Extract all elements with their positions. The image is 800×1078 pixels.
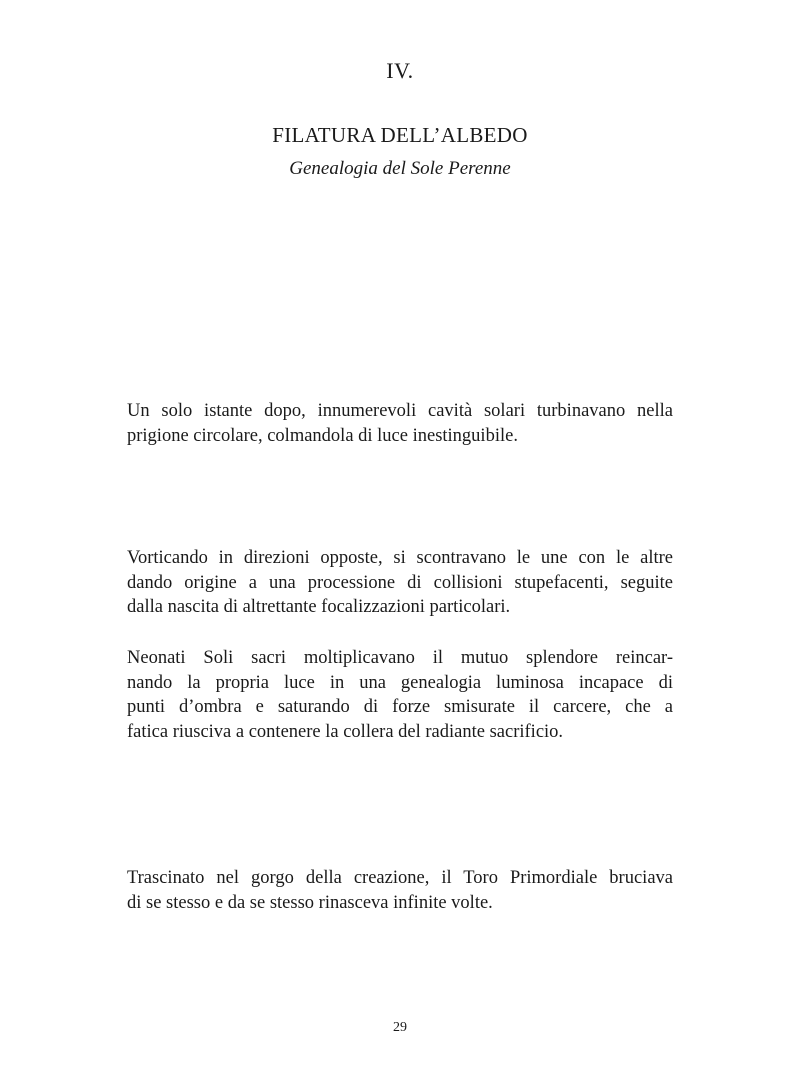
paragraph-line: Un solo istante dopo, innumerevoli cavità solari turbinavano nella: [127, 401, 673, 421]
paragraph-4: [127, 866, 673, 915]
page-number: 29: [393, 1020, 407, 1035]
paragraph-line: Vorticando in direzioni opposte, si scontravano le une con le altre: [127, 548, 673, 568]
paragraph-line: dando origine a una processione di collisioni stupefacenti, seguite: [127, 572, 673, 593]
paragraph-3: [127, 646, 673, 744]
paragraph-line: nando la propria luce in una genealogia luminosa incapace di: [127, 672, 673, 693]
paragraph-line: punti d’ombra e saturando di forze smisurate il carcere, che a: [127, 697, 673, 717]
chapter-title: FILATURA DELL’ALBEDO: [272, 123, 528, 147]
chapter-subtitle: Genealogia del Sole Perenne: [289, 158, 511, 179]
paragraph-2: [127, 546, 673, 620]
paragraph-line: Neonati Soli sacri moltiplicavano il mutuo splendore reincar-: [127, 648, 673, 668]
paragraph-line: di se stesso e da se stesso rinasceva infinite volte.: [127, 892, 493, 913]
paragraph-1: [127, 399, 673, 448]
chapter-number: IV.: [386, 58, 414, 83]
paragraph-line: dalla nascita di altrettante focalizzazioni particolari.: [127, 597, 511, 617]
paragraph-line: fatica riusciva a contenere la collera del radiante sacrificio.: [127, 721, 564, 742]
paragraph-line: prigione circolare, colmandola di luce inestinguibile.: [127, 425, 518, 446]
paragraph-line: Trascinato nel gorgo della creazione, il Toro Primordiale bruciava: [127, 868, 673, 888]
